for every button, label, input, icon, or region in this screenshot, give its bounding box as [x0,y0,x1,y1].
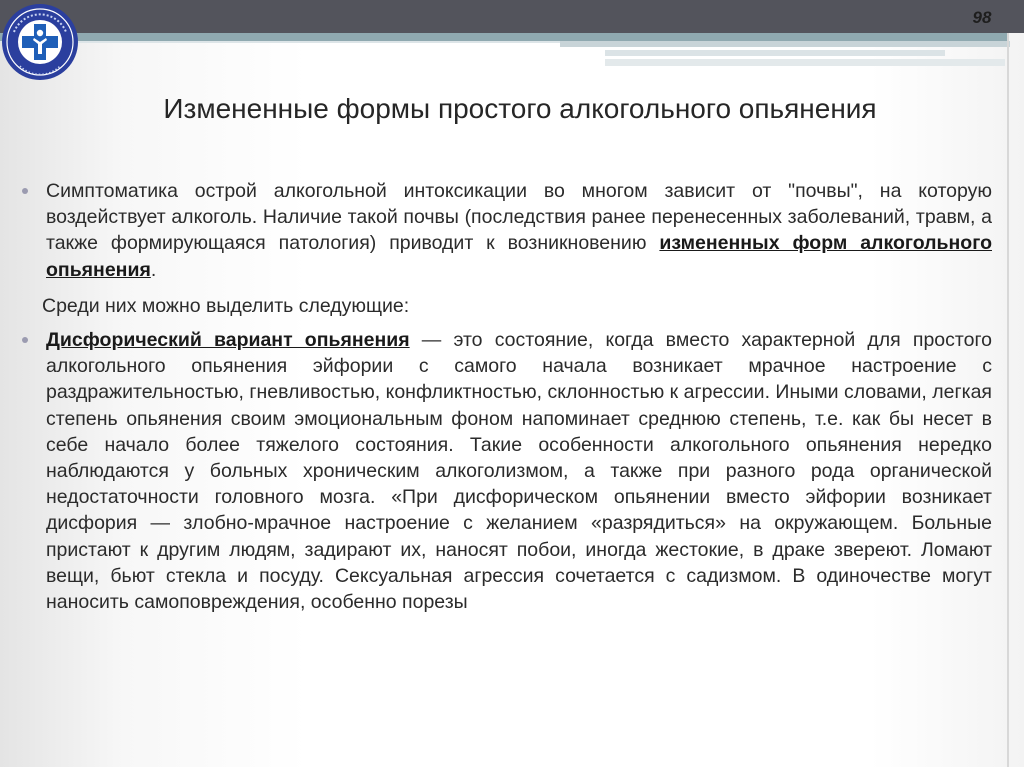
header-stripe-light-lower [605,59,1005,66]
emphasis-term: измененных форм алкогольного опьянения [46,232,992,281]
slide-title: Измененные формы простого алкогольного опьянения [163,93,877,124]
slide-body [22,178,992,625]
bullet-paragraph [22,178,992,283]
intro-text: Среди них можно выделить следующие: [42,294,410,317]
header-stripe [0,33,1008,41]
right-edge-line [1007,33,1009,767]
emphasis-term: Дисфорический вариант опьянения [46,329,410,352]
bullet-paragraph [22,327,992,615]
intro-line [22,293,992,319]
bullet-text: Симптоматика острой алкогольной интоксикации во многом зависит от "почвы", на которую воздействует алкоголь. Наличие такой почвы (последствия ранее перенесенных заболеваний, травм, а также формирующаяся патология) приводит к возникновению [46,180,992,255]
bullet-text: — это состояние, когда вместо характерной для простого алкогольного опьянения эйфории с самого начала возникает мрачное настроение с раздражительностью, гневливостью, конфликтностью, склонностью к агрессии. Иными словами, легкая степень опьянения своим эмоциональным фоном напоминает среднюю степень, т.е. как бы несет в себе начало более тяжелого состояния. Такие особенности алкогольного опьянения нередко наблюдаются у больных хроническим алкоголизмом, а также при разного рода органической недостаточности головного мозга. «При дисфорическом опьянении вместо эйфории возникает дисфория — злобно-мрачное настроение с желанием «разрядиться» на окружающем. Больные пристают к другим людям, задирают их, наносят побои, иногда жестокие, в драке звереют. Ломают вещи, бьют стекла и посуду. Сексуальная агрессия сочетается с садизмом. В одиночестве могут наносить самоповреждения, особенно порезы [46,329,992,614]
header-bar [0,0,1024,33]
header-stripe-accent [560,41,1010,47]
bullet-text-end: . [150,258,157,281]
page-number: 98 [972,8,992,27]
header-stripe-light [605,50,945,56]
header-stripe-thin [0,41,560,43]
medical-cross-emblem-icon [0,2,80,82]
